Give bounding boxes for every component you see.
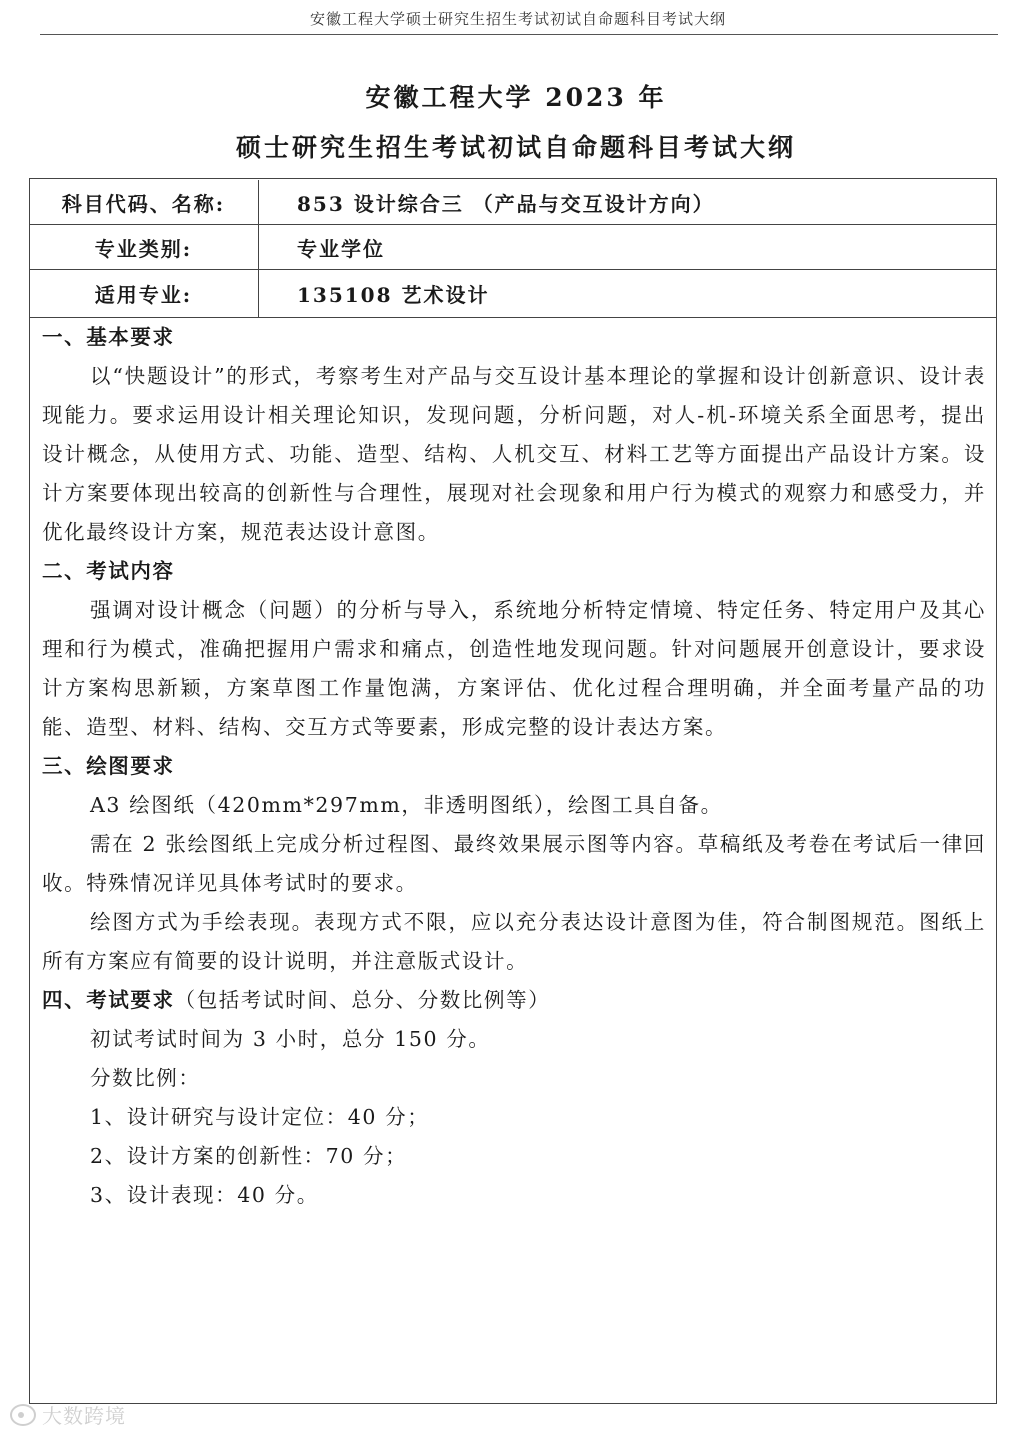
section-3-method: 绘图方式为手绘表现。表现方式不限，应以充分表达设计意图为佳，符合制图规范。图纸上所有方案应有简要的设计说明，并注意版式设计。 (42, 910, 986, 973)
section-4-heading: 四、考试要求 (42, 988, 175, 1012)
type-label: 专业类别: (29, 225, 259, 269)
section-1-heading: 一、基本要求 (42, 325, 175, 349)
header-rule (40, 34, 998, 35)
section-4-ratio-label: 分数比例： (90, 1066, 201, 1090)
section-2-heading: 二、考试内容 (42, 559, 175, 583)
info-row-type (29, 225, 997, 270)
code-label: 科目代码、名称: (29, 180, 259, 224)
section-3-heading: 三、绘图要求 (42, 754, 175, 778)
watermark-text: 大数跨境 (42, 1404, 126, 1428)
major-value: 135108 艺术设计 (297, 283, 490, 307)
running-header: 安徽工程大学硕士研究生招生考试初试自命题科目考试大纲 (309, 10, 726, 28)
section-2-body: 强调对设计概念（问题）的分析与导入，系统地分析特定情境、特定任务、特定用户及其心理和行为模式，准确把握用户需求和痛点，创造性地发现问题。针对问题展开创意设计，要求设计方案构思新颖，方案草图工作量饱满，方案评估、优化过程合理明确，并全面考量产品的功能、造型、材料、结构、交互方式等要素，形成完整的设计表达方案。 (42, 598, 986, 739)
section-1-body: 以“快题设计”的形式，考察考生对产品与交互设计基本理论的掌握和设计创新意识、设计表现能力。要求运用设计相关理论知识，发现问题，分析问题，对人-机-环境关系全面思考，提出设计概念，从使用方式、功能、造型、结构、人机交互、材料工艺等方面提出产品设计方案。设计方案要体现出较高的创新性与合理性，展现对社会现象和用户行为模式的观察力和感受力，并优化最终设计方案，规范表达设计意图。 (42, 364, 986, 544)
score-item: 3、设计表现：40 分。 (90, 1183, 319, 1207)
score-item: 2、设计方案的创新性：70 分； (90, 1144, 408, 1168)
section-3-paper: A3 绘图纸（420mm*297mm，非透明图纸），绘图工具自备。 (90, 793, 723, 817)
document-title-line1: 安徽工程大学 2023 年 (365, 83, 667, 112)
code-value: 853 设计综合三 （产品与交互设计方向） (297, 191, 715, 216)
section-4-time: 初试考试时间为 3 小时，总分 150 分。 (90, 1027, 491, 1051)
section-4-note: （包括考试时间、总分、分数比例等） (174, 988, 551, 1012)
score-item: 1、设计研究与设计定位：40 分； (90, 1105, 430, 1129)
watermark (10, 1400, 126, 1429)
major-label: 适用专业: (29, 270, 259, 317)
document-title-line2: 硕士研究生招生考试初试自命题科目考试大纲 (235, 133, 796, 162)
section-3-sheets: 需在 2 张绘图纸上完成分析过程图、最终效果展示图等内容。草稿纸及考卷在考试后一律回收。特殊情况详见具体考试时的要求。 (42, 832, 986, 895)
section-4-heading-line (42, 981, 986, 1020)
type-value: 专业学位 (297, 236, 385, 261)
info-row-major (29, 270, 997, 318)
outline-content (42, 318, 986, 1215)
info-row-code (29, 180, 997, 225)
watermark-logo-icon (10, 1404, 36, 1426)
